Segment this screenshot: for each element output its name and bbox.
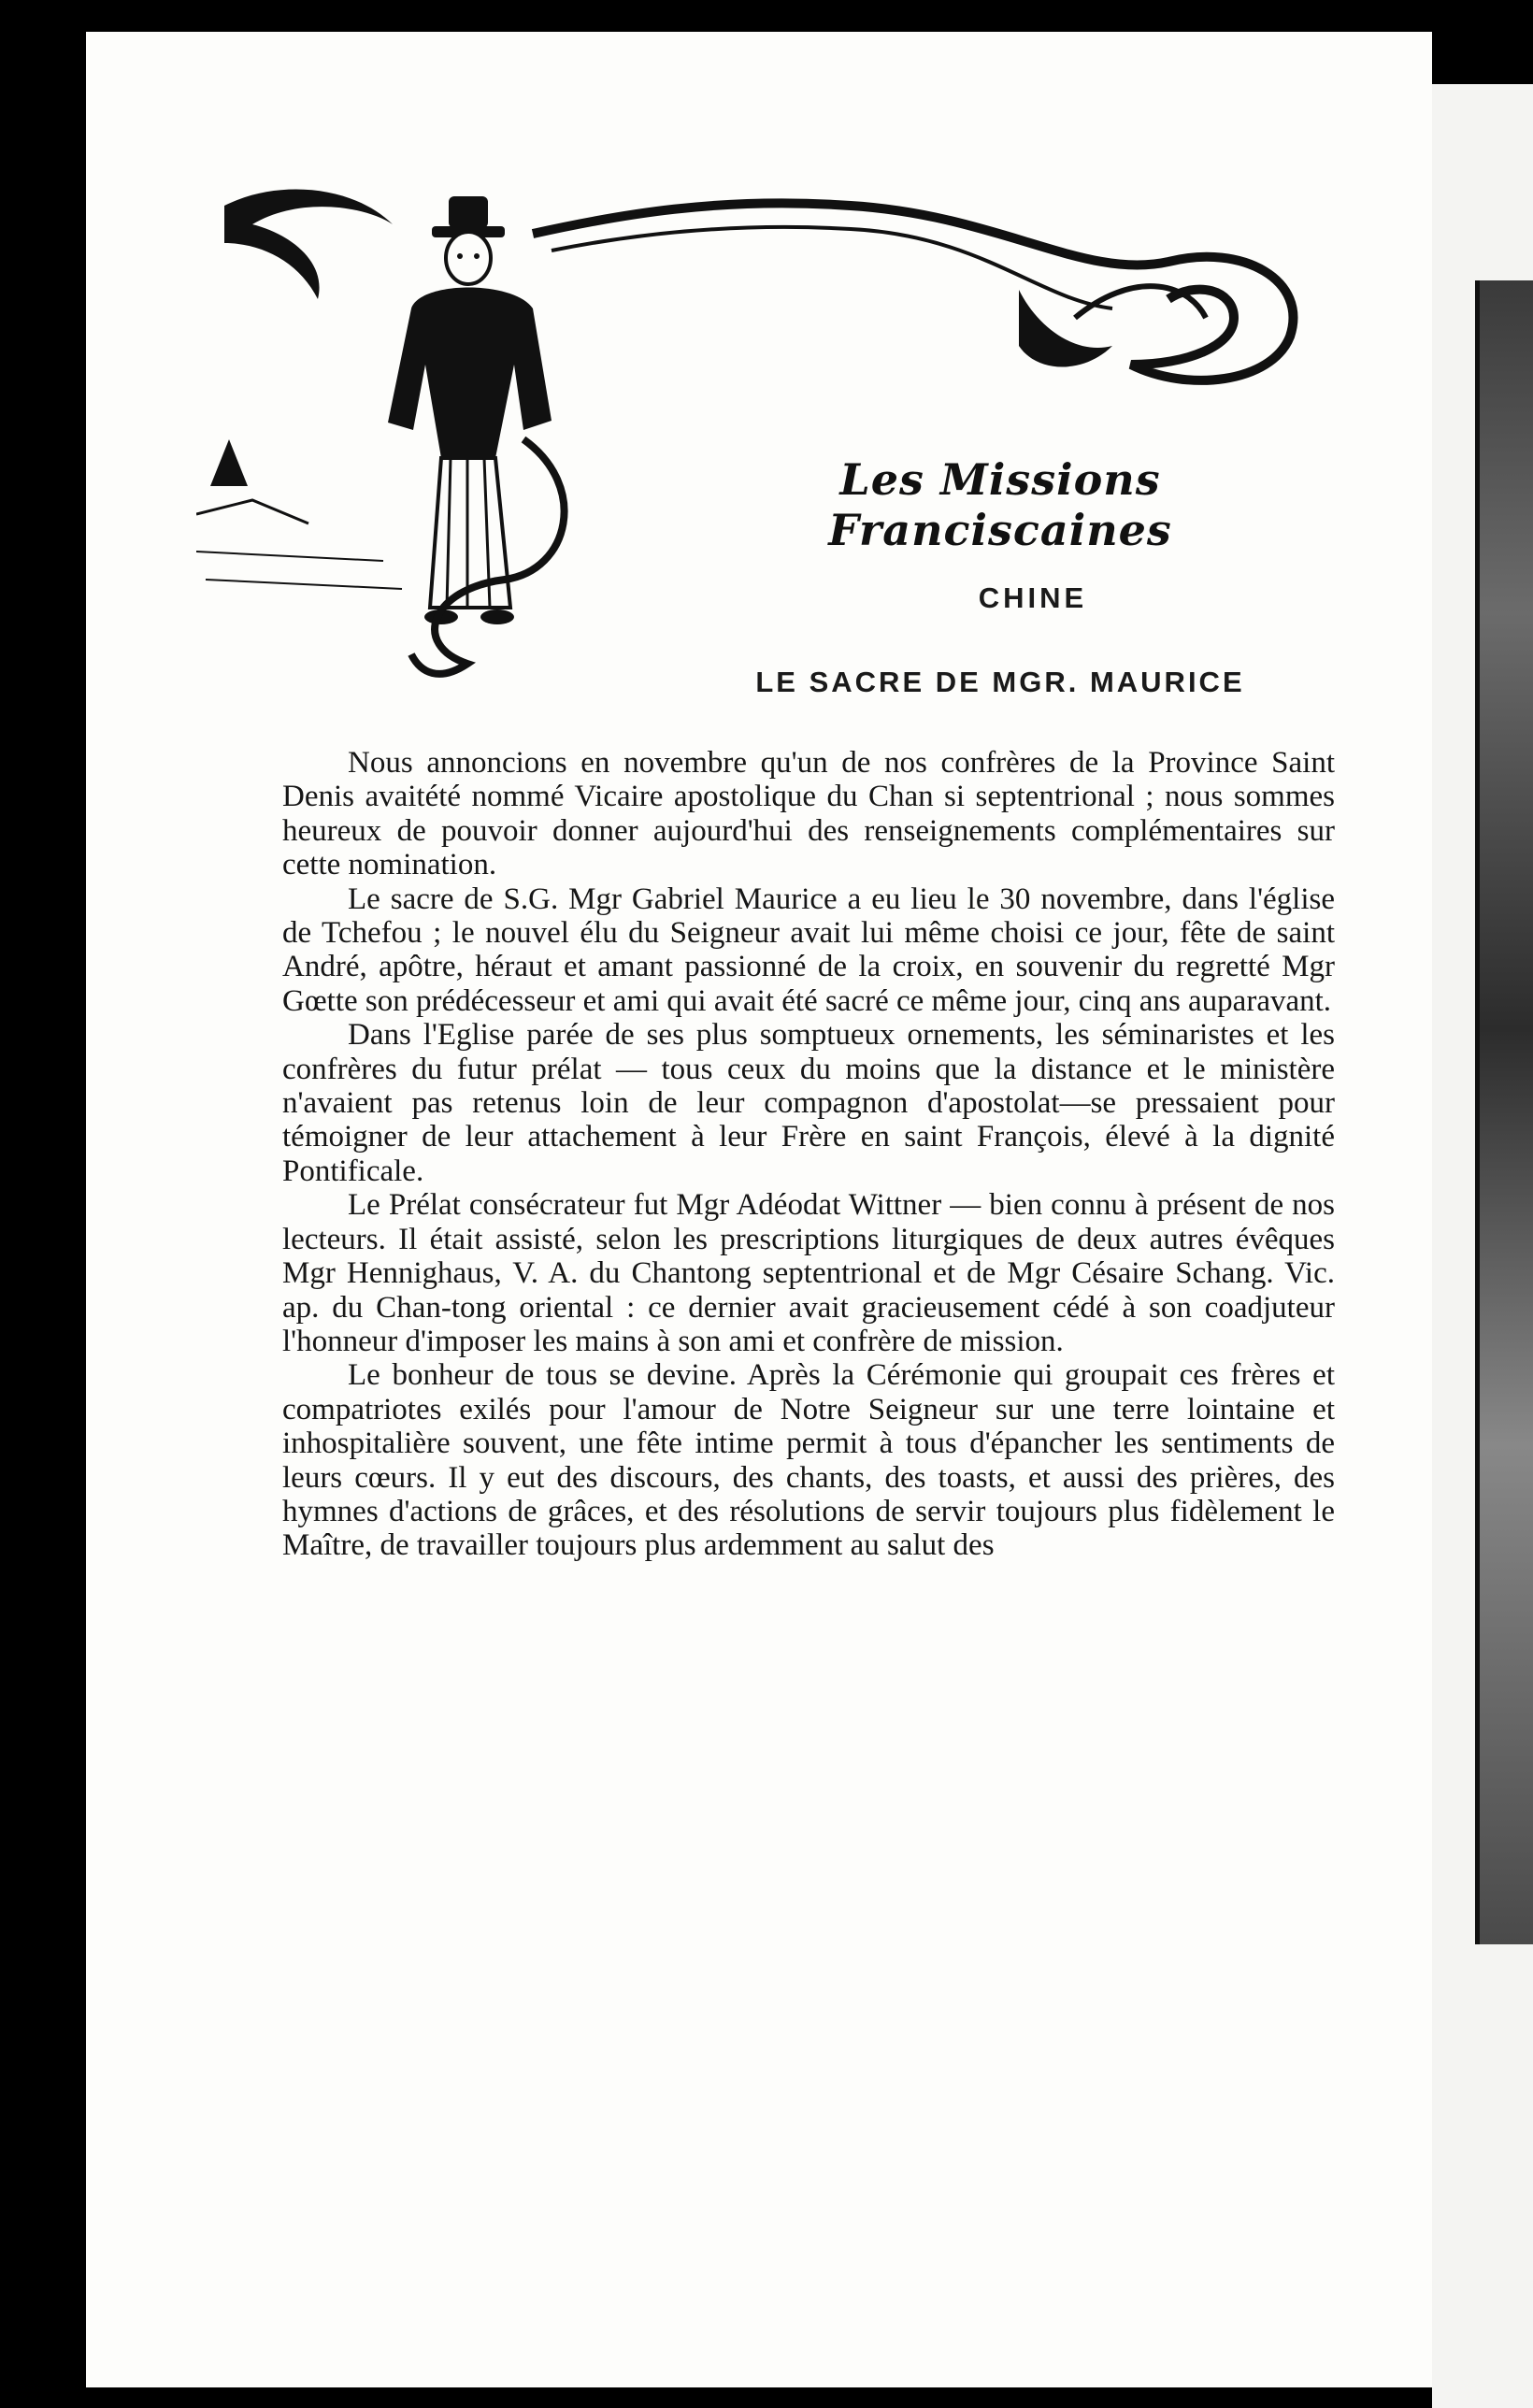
masthead-title: Les Missions Franciscaines (828, 454, 1172, 555)
paragraph: Dans l'Eglise parée de ses plus somptueux ornements, les séminaristes et les confrères du futur prélat — tous ceux du moins que la distance et le ministère n'avaient pas retenus loin de leur compagnon d'apostolat—se pressaient pour témoigner de leur attachement à leur Frère en saint François, élevé à la dignité Pontificale. (282, 1018, 1335, 1188)
section-heading: CHINE (978, 581, 1088, 614)
article-body (282, 746, 1335, 1563)
paragraph: Le bonheur de tous se devine. Après la Cérémonie qui groupait ces frères et compatriotes exilés pour l'amour de Notre Seigneur sur une terre lointaine et inhospitalière souvent, une fête intime permit à tous d'épancher les sentiments de leurs cœurs. Il y eut des discours, des chants, des toasts, et aussi des prières, des hymnes d'actions de grâces, et des résolutions de servir toujours plus fidèlement le Maître, de travailler toujours plus ardemment au salut des (282, 1358, 1335, 1563)
paragraph: Le Prélat consécrateur fut Mgr Adéodat Wittner — bien connu à présent de nos lecteurs. Il était assisté, selon les prescriptions liturgiques de deux autres évêques Mgr Hennighaus, V. A. du Chantong septentrional et de Mgr Césaire Schang. Vic. ap. du Chan-tong oriental : ce dernier avait gracieusement cédé à son coadjuteur l'honneur d'imposer les mains à son ami et confrère de mission. (282, 1188, 1335, 1358)
facing-page-photo (1475, 280, 1533, 1944)
paragraph: Nous annoncions en novembre qu'un de nos confrères de la Province Saint Denis avaitété nommé Vicaire apostolique du Chan si septentrional ; nous sommes heureux de pouvoir donner aujourd'hui des renseignements complémentaires sur cette nomination. (282, 746, 1335, 882)
ornamental-headpiece-icon (196, 178, 1374, 701)
paragraph: Le sacre de S.G. Mgr Gabriel Maurice a eu lieu le 30 novembre, dans l'église de Tchefou ; le nouvel élu du Seigneur avait lui même choisi ce jour, fête de saint André, apôtre, héraut et amant passionné de la croix, en souvenir du regretté Mgr Gœtte son prédécesseur et ami qui avait été sacré ce même jour, cinq ans auparavant. (282, 882, 1335, 1018)
article-title: LE SACRE DE MGR. MAURICE (755, 666, 1245, 698)
